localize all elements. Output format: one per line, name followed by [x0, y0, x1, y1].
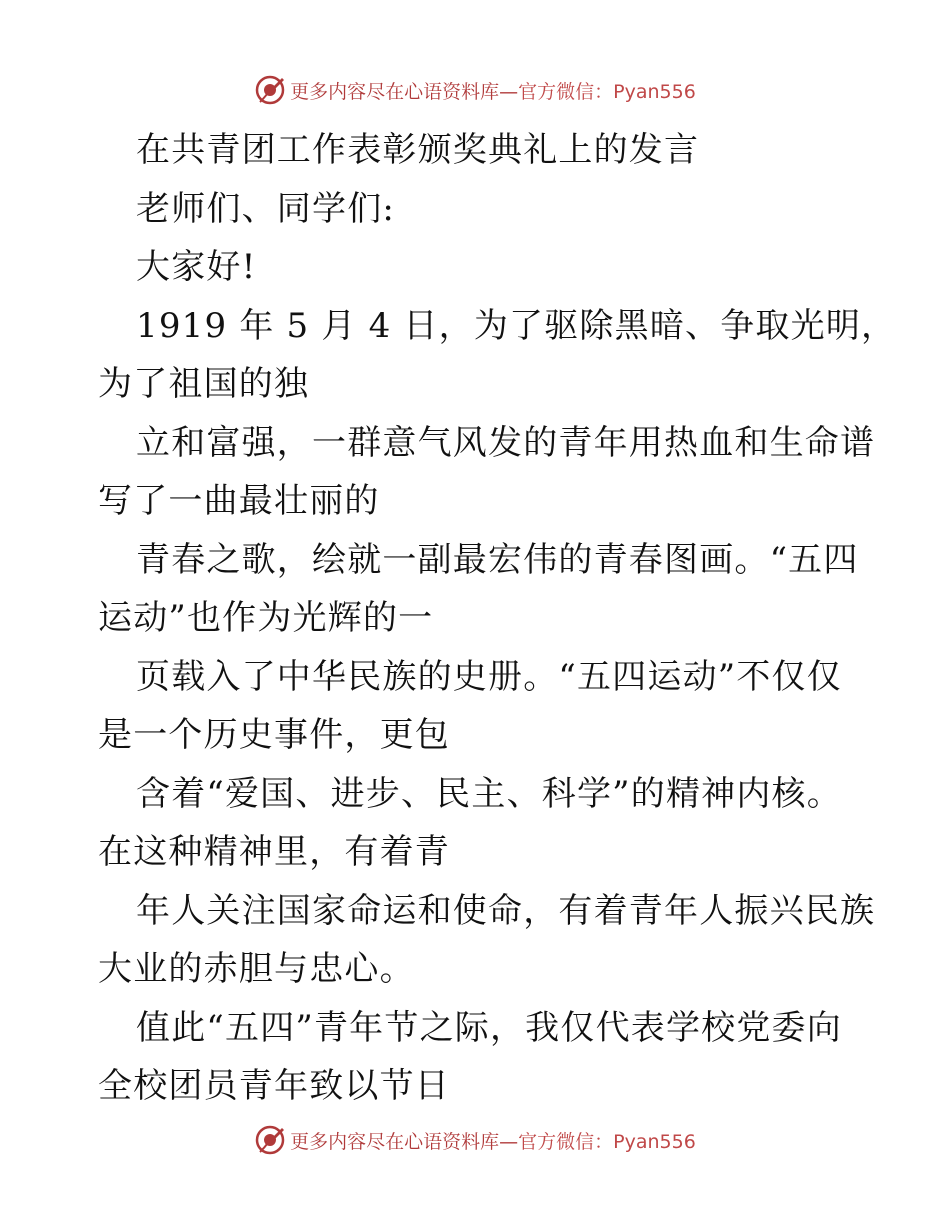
paragraph-line: 全校团员青年致以节日: [98, 1066, 450, 1106]
paragraph-line: 青春之歌，绘就一副最宏伟的青春图画。“五四: [136, 539, 859, 580]
banner-text: 更多内容尽在心语资料库—官方微信：Pyan556: [290, 1130, 696, 1153]
greeting: 大家好!: [136, 247, 257, 287]
paragraph-line: 值此“五四”青年节之际，我仅代表学校党委向: [136, 1007, 842, 1048]
paragraph-line: 运动”也作为光辉的一: [98, 598, 434, 638]
paragraph-line: 页载入了中华民族的史册。“五四运动”不仅仅: [136, 656, 842, 697]
document-body: [98, 121, 897, 1116]
pen-logo-icon: [254, 1124, 286, 1156]
paragraph-line: 立和富强，一群意气风发的青年用热血和生命谱: [136, 422, 876, 463]
paragraph-line: 为了祖国的独: [98, 364, 310, 404]
header-banner: [0, 70, 950, 110]
paragraph-line: 在这种精神里，有着青: [98, 832, 450, 872]
paragraph-line: 含着“爱国、进步、民主、科学”的精神内核。: [136, 773, 842, 814]
pen-logo-icon: [254, 74, 286, 106]
paragraph-line: 大业的赤胆与忠心。: [98, 949, 415, 989]
document-title: 在共青团工作表彰颁奖典礼上的发言: [136, 130, 700, 170]
footer-banner: [0, 1120, 950, 1160]
paragraph-line: 1919 年 5 月 4 日，为了驱除黑暗、争取光明，: [136, 305, 897, 346]
paragraph-line: 写了一曲最壮丽的: [98, 481, 380, 521]
paragraph-line: 是一个历史事件，更包: [98, 715, 450, 755]
paragraph-line: 年人关注国家命运和使命，有着青年人振兴民族: [136, 890, 876, 931]
banner-text: 更多内容尽在心语资料库—官方微信：Pyan556: [290, 80, 696, 103]
salutation: 老师们、同学们:: [136, 188, 396, 229]
